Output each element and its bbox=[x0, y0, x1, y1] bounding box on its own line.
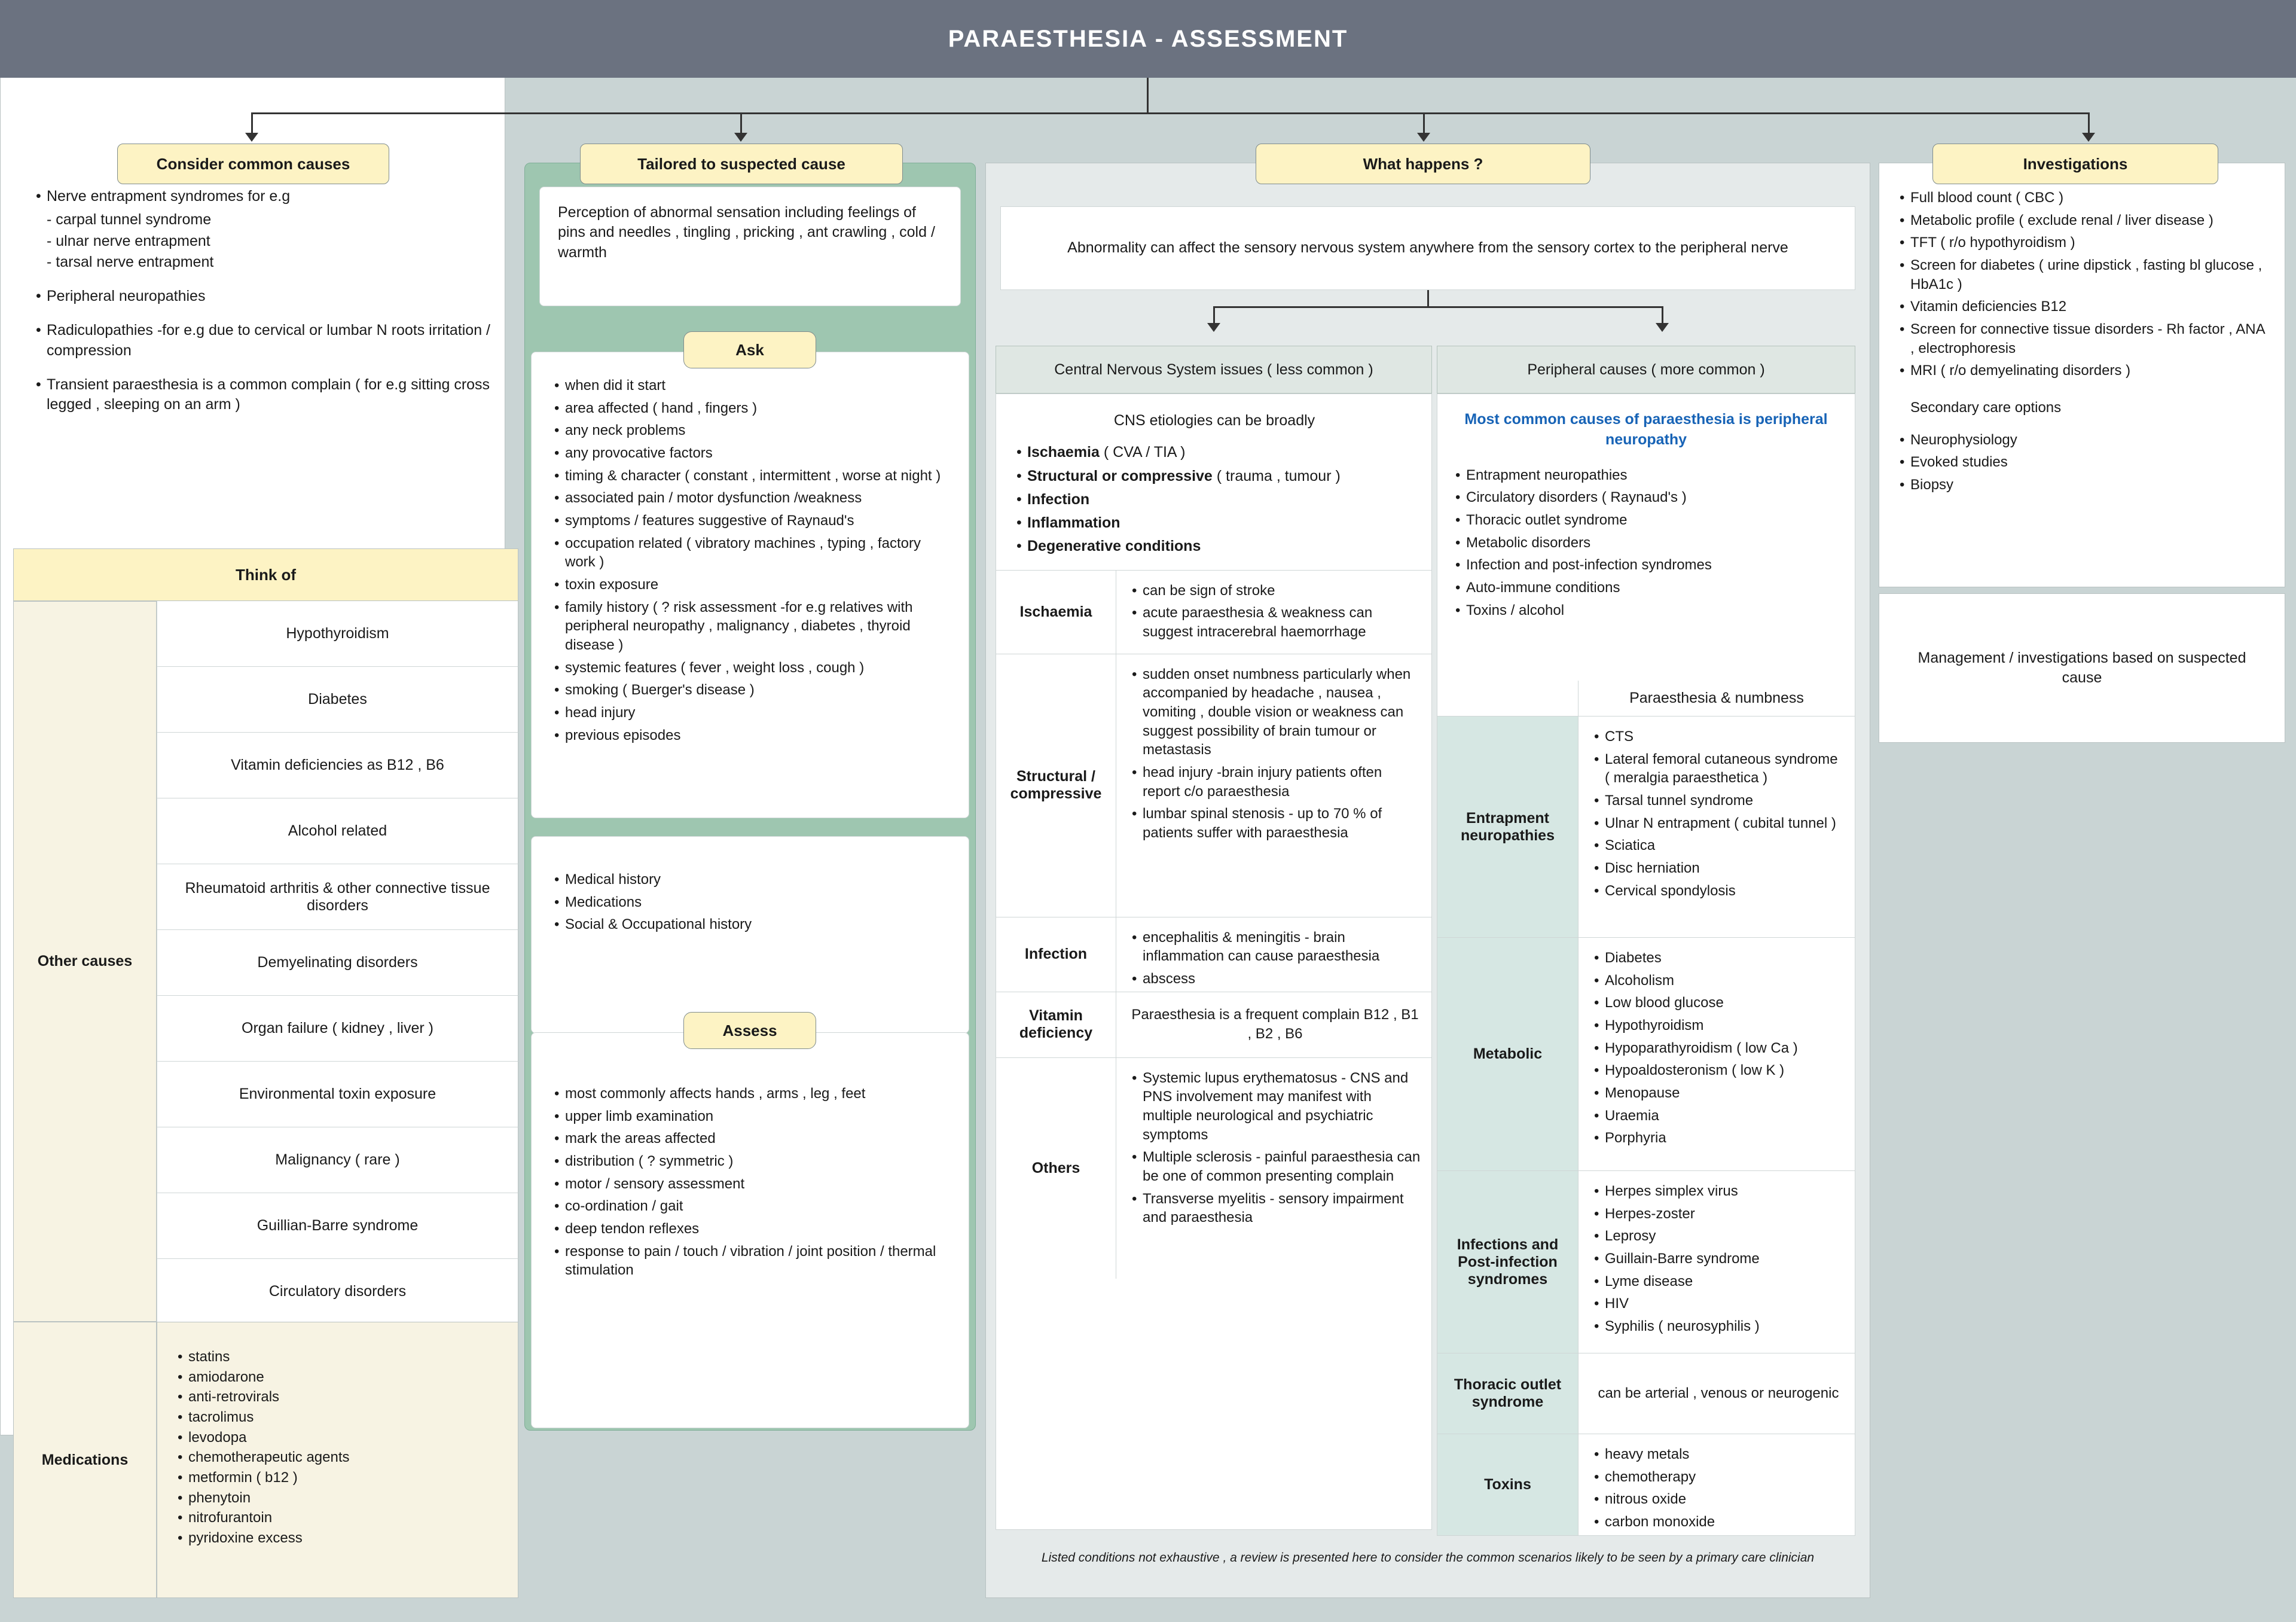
list-item: Alcohol related bbox=[157, 798, 518, 864]
list-item: • Syphilis ( neurosyphilis ) bbox=[1592, 1317, 1845, 1336]
row-value bbox=[1116, 1058, 1431, 1279]
history-box bbox=[531, 836, 969, 1033]
peripheral-highlight: Most common causes of paraesthesia is peripheral neuropathy bbox=[1464, 411, 1828, 448]
list-item: • area affected ( hand , fingers ) bbox=[552, 399, 953, 418]
perception-box bbox=[539, 187, 961, 306]
bold-term: Infection bbox=[1027, 490, 1090, 508]
list-item: • chemotherapeutic agents bbox=[175, 1448, 518, 1467]
secondary-care-list bbox=[1897, 431, 2269, 495]
list-item: Demyelinating disorders bbox=[157, 930, 518, 996]
list-item: • CTS bbox=[1592, 727, 1845, 746]
list-item bbox=[1014, 513, 1415, 533]
row-value bbox=[1578, 717, 1855, 937]
bold-term: Structural or compressive bbox=[1027, 467, 1213, 484]
peripheral-list bbox=[1453, 466, 1839, 620]
list-item: • Infection and post-infection syndromes bbox=[1453, 556, 1839, 575]
list-item: Rheumatoid arthritis & other connective tissue disorders bbox=[157, 864, 518, 930]
list-item: • Peripheral neuropathies bbox=[33, 286, 498, 306]
list-item: • nitrous oxide bbox=[1592, 1490, 1845, 1509]
management-box bbox=[1879, 593, 2285, 743]
medications-list bbox=[157, 1322, 518, 1598]
cns-broad-title: CNS etiologies can be broadly bbox=[1113, 412, 1315, 429]
list-item: • TFT ( r/o hypothyroidism ) bbox=[1897, 233, 2269, 252]
row-label: Ischaemia bbox=[996, 571, 1116, 654]
row-label: Thoracic outlet syndrome bbox=[1437, 1353, 1578, 1434]
list-item: • nitrofurantoin bbox=[175, 1508, 518, 1528]
row-label: Entrapment neuropathies bbox=[1437, 717, 1578, 937]
list-item: • Auto-immune conditions bbox=[1453, 578, 1839, 597]
list-item: • chemotherapy bbox=[1592, 1468, 1845, 1487]
list-item: - ulnar nerve entrapment bbox=[47, 232, 210, 249]
common-causes-header: Consider common causes bbox=[117, 144, 389, 184]
bold-term: Inflammation bbox=[1027, 514, 1120, 531]
list-item: • Metabolic disorders bbox=[1453, 533, 1839, 553]
connector-split-vertical bbox=[1427, 290, 1429, 308]
assess-box bbox=[531, 1032, 969, 1428]
list-item: • most commonly affects hands , arms , leg , feet bbox=[552, 1084, 953, 1103]
list-item: • amiodarone bbox=[175, 1368, 518, 1387]
footnote: Listed conditions not exhaustive , a review is presented here to consider the common scenarios likely to be seen by a primary care clinician bbox=[1041, 1551, 1815, 1565]
peripheral-table-title: Paraesthesia & numbness bbox=[1629, 689, 1804, 706]
row-label: Infection bbox=[996, 917, 1116, 992]
row-value bbox=[1578, 1171, 1855, 1353]
list-item: • associated pain / motor dysfunction /weakness bbox=[552, 489, 953, 508]
list-item: • Hypoaldosteronism ( low K ) bbox=[1592, 1061, 1845, 1080]
page-title: PARAESTHESIA - ASSESSMENT bbox=[948, 25, 1348, 52]
term-rest: ( CVA / TIA ) bbox=[1099, 444, 1186, 461]
list-item: • abscess bbox=[1129, 969, 1421, 989]
list-item: • Multiple sclerosis - painful paraesthesia can be one of common presenting complain bbox=[1129, 1148, 1421, 1185]
list-item: • systemic features ( fever , weight loss , cough ) bbox=[552, 658, 953, 678]
list-item bbox=[1014, 536, 1415, 556]
list-item: • Hypoparathyroidism ( low Ca ) bbox=[1592, 1039, 1845, 1058]
connector-arrow-4 bbox=[2082, 133, 2095, 142]
list-item: • metformin ( b12 ) bbox=[175, 1468, 518, 1487]
row-label: Infections and Post-infection syndromes bbox=[1437, 1171, 1578, 1353]
intro-text: Abnormality can affect the sensory nervous system anywhere from the sensory cortex to the peripheral nerve bbox=[1067, 239, 1788, 257]
list-item: • family history ( ? risk assessment -for e.g relatives with peripheral neuropathy , malignancy , diabetes , thyroid disease ) bbox=[552, 598, 953, 655]
what-happens-header: What happens ? bbox=[1256, 144, 1590, 184]
connector-arrow-1 bbox=[245, 133, 258, 142]
connector-arrow-2 bbox=[734, 133, 747, 142]
list-item: • Toxins / alcohol bbox=[1453, 601, 1839, 620]
list-item: • Medications bbox=[552, 893, 953, 912]
list-item: • phenytoin bbox=[175, 1489, 518, 1508]
investigations-list bbox=[1897, 188, 2269, 380]
list-item: • can be sign of stroke bbox=[1129, 581, 1421, 600]
list-item: • when did it start bbox=[552, 376, 953, 395]
row-label: Structural / compressive bbox=[996, 654, 1116, 917]
row-value bbox=[1116, 654, 1431, 917]
list-item: • Neurophysiology bbox=[1897, 431, 2269, 450]
connector-trunk-horizontal bbox=[251, 112, 2088, 114]
row-value bbox=[1116, 917, 1431, 992]
table-row bbox=[1437, 717, 1855, 938]
table-row bbox=[996, 1057, 1431, 1279]
list-item: • smoking ( Buerger's disease ) bbox=[552, 681, 953, 700]
list-item: • Screen for diabetes ( urine dipstick , fasting bl glucose , HbA1c ) bbox=[1897, 256, 2269, 294]
list-item: Guillian-Barre syndrome bbox=[157, 1193, 518, 1259]
term-rest: ( trauma , tumour ) bbox=[1212, 467, 1341, 484]
list-item: • Biopsy bbox=[1897, 475, 2269, 495]
cns-body bbox=[996, 394, 1432, 1530]
list-item: Organ failure ( kidney , liver ) bbox=[157, 996, 518, 1062]
list-item: Environmental toxin exposure bbox=[157, 1062, 518, 1127]
table-title-cell bbox=[1578, 681, 1855, 716]
list-item: • Evoked studies bbox=[1897, 453, 2269, 472]
list-item: • Uraemia bbox=[1592, 1106, 1845, 1126]
cns-header: Central Nervous System issues ( less common ) bbox=[996, 346, 1432, 394]
list-item: • Circulatory disorders ( Raynaud's ) bbox=[1453, 488, 1839, 507]
list-item: • timing & character ( constant , intermittent , worse at night ) bbox=[552, 467, 953, 486]
connector-arrow-peripheral bbox=[1656, 323, 1669, 332]
spacer-cell bbox=[1437, 681, 1578, 716]
list-item: • Herpes simplex virus bbox=[1592, 1182, 1845, 1201]
list-item: • Lateral femoral cutaneous syndrome ( meralgia paraesthetica ) bbox=[1592, 750, 1845, 788]
list-item: • Tarsal tunnel syndrome bbox=[1592, 791, 1845, 810]
table-row bbox=[996, 654, 1431, 917]
common-causes-list bbox=[33, 187, 498, 414]
row-value bbox=[1116, 992, 1431, 1057]
list-item: • anti-retrovirals bbox=[175, 1388, 518, 1407]
secondary-care-label: Secondary care options bbox=[1910, 400, 2062, 416]
list-item: • Social & Occupational history bbox=[552, 915, 953, 934]
ask-list bbox=[552, 376, 953, 745]
title-bar bbox=[0, 0, 2296, 78]
list-item: • Lyme disease bbox=[1592, 1272, 1845, 1291]
tailored-header: Tailored to suspected cause bbox=[580, 144, 903, 184]
list-item: Hypothyroidism bbox=[157, 601, 518, 667]
history-list bbox=[552, 870, 953, 934]
list-item: • Metabolic profile ( exclude renal / liver disease ) bbox=[1897, 211, 2269, 230]
list-item: • sudden onset numbness particularly when accompanied by headache , nausea , vomiting , double vision or weakness can suggest possibility of brain tumour or metastasis bbox=[1129, 665, 1421, 760]
bold-term: Degenerative conditions bbox=[1027, 538, 1201, 555]
common-causes-content bbox=[13, 163, 518, 548]
list-item: Vitamin deficiencies as B12 , B6 bbox=[157, 733, 518, 798]
investigations-header: Investigations bbox=[1932, 144, 2218, 184]
assess-list bbox=[552, 1084, 953, 1280]
list-item: • levodopa bbox=[175, 1428, 518, 1447]
row-value bbox=[1116, 571, 1431, 654]
assess-label: Assess bbox=[683, 1012, 816, 1049]
list-item: • tacrolimus bbox=[175, 1408, 518, 1427]
list-item: • distribution ( ? symmetric ) bbox=[552, 1152, 953, 1171]
list-item: • carbon monoxide bbox=[1592, 1513, 1845, 1532]
list-item: • Herpes-zoster bbox=[1592, 1205, 1845, 1224]
cns-broad-list bbox=[1014, 443, 1415, 556]
list-item: • symptoms / features suggestive of Raynaud's bbox=[552, 511, 953, 530]
list-item bbox=[1014, 443, 1415, 462]
list-item: - tarsal nerve entrapment bbox=[47, 253, 214, 270]
management-text: Management / investigations based on suspected cause bbox=[1918, 649, 2246, 686]
list-item: • Nerve entrapment syndromes for e.g bbox=[33, 187, 498, 206]
list-item: • Systemic lupus erythematosus - CNS and PNS involvement may manifest with multiple neurological and psychiatric symptoms bbox=[1129, 1069, 1421, 1145]
list-item: • Hypothyroidism bbox=[1592, 1016, 1845, 1035]
list-item: • mark the areas affected bbox=[552, 1129, 953, 1148]
list-item: • upper limb examination bbox=[552, 1107, 953, 1126]
list-item: • co-ordination / gait bbox=[552, 1197, 953, 1216]
table-row bbox=[996, 570, 1431, 654]
list-item bbox=[1014, 467, 1415, 486]
list-item: • Sciatica bbox=[1592, 836, 1845, 855]
medications-label: Medications bbox=[13, 1322, 157, 1598]
list-item: • Disc herniation bbox=[1592, 859, 1845, 878]
list-item: • Low blood glucose bbox=[1592, 993, 1845, 1013]
what-happens-intro bbox=[1000, 206, 1855, 290]
list-item: • motor / sensory assessment bbox=[552, 1175, 953, 1194]
list-item: • any neck problems bbox=[552, 421, 953, 440]
list-item: • Medical history bbox=[552, 870, 953, 889]
list-item: • Diabetes bbox=[1592, 949, 1845, 968]
table-row bbox=[996, 917, 1431, 992]
list-item: - carpal tunnel syndrome bbox=[47, 211, 212, 228]
list-item: • lumbar spinal stenosis - up to 70 % of patients suffer with paraesthesia bbox=[1129, 804, 1421, 842]
table-row bbox=[1437, 938, 1855, 1171]
connector-arrow-cns bbox=[1207, 323, 1220, 332]
list-item: • Guillain-Barre syndrome bbox=[1592, 1249, 1845, 1269]
row-label: Vitamin deficiency bbox=[996, 992, 1116, 1057]
other-causes-list bbox=[157, 601, 518, 1325]
connector-trunk-vertical bbox=[1147, 78, 1149, 114]
peripheral-header: Peripheral causes ( more common ) bbox=[1437, 346, 1855, 394]
list-item: • HIV bbox=[1592, 1294, 1845, 1313]
list-item: • occupation related ( vibratory machines , typing , factory work ) bbox=[552, 534, 953, 572]
list-item: Circulatory disorders bbox=[157, 1259, 518, 1325]
list-item: • head injury -brain injury patients often report c/o paraesthesia bbox=[1129, 763, 1421, 801]
row-label: Others bbox=[996, 1058, 1116, 1279]
list-item: • acute paraesthesia & weakness can suggest intracerebral haemorrhage bbox=[1129, 603, 1421, 641]
cns-broad bbox=[996, 394, 1431, 557]
ask-box bbox=[531, 352, 969, 818]
investigations-panel bbox=[1879, 163, 2285, 587]
peripheral-summary bbox=[1437, 394, 1855, 681]
ask-label: Ask bbox=[683, 331, 816, 368]
list-item: • pyridoxine excess bbox=[175, 1529, 518, 1548]
row-value bbox=[1578, 1434, 1855, 1535]
peripheral-body bbox=[1437, 394, 1855, 1536]
think-of-header: Think of bbox=[13, 548, 518, 601]
row-text: can be arterial , venous or neurogenic bbox=[1598, 1385, 1839, 1402]
bold-term: Ischaemia bbox=[1027, 444, 1100, 461]
list-item: • Leprosy bbox=[1592, 1227, 1845, 1246]
table-row bbox=[1437, 1434, 1855, 1536]
connector-arrow-3 bbox=[1417, 133, 1430, 142]
list-item bbox=[1014, 490, 1415, 510]
list-item: • previous episodes bbox=[552, 726, 953, 745]
list-item: Diabetes bbox=[157, 667, 518, 733]
list-item: • encephalitis & meningitis - brain inflammation can cause paraesthesia bbox=[1129, 928, 1421, 966]
list-item: • Ulnar N entrapment ( cubital tunnel ) bbox=[1592, 814, 1845, 833]
other-causes-label: Other causes bbox=[13, 601, 157, 1322]
list-item: • heavy metals bbox=[1592, 1445, 1845, 1464]
list-item: • Full blood count ( CBC ) bbox=[1897, 188, 2269, 208]
row-value bbox=[1578, 938, 1855, 1170]
table-row bbox=[996, 992, 1431, 1057]
list-item: • Menopause bbox=[1592, 1084, 1845, 1103]
list-item: • any provocative factors bbox=[552, 444, 953, 463]
connector-split-horizontal bbox=[1213, 306, 1662, 308]
list-item: • Thoracic outlet syndrome bbox=[1453, 511, 1839, 530]
list-item: • Screen for connective tissue disorders - Rh factor , ANA , electrophoresis bbox=[1897, 320, 2269, 358]
row-value bbox=[1578, 1353, 1855, 1434]
list-item: • Cervical spondylosis bbox=[1592, 882, 1845, 901]
list-item: • deep tendon reflexes bbox=[552, 1219, 953, 1239]
table-row bbox=[1437, 1353, 1855, 1434]
row-label: Toxins bbox=[1437, 1434, 1578, 1535]
list-item: • Entrapment neuropathies bbox=[1453, 466, 1839, 485]
list-item: • Porphyria bbox=[1592, 1129, 1845, 1148]
list-item: • Transient paraesthesia is a common complain ( for e.g sitting cross legged , sleeping on an arm ) bbox=[33, 375, 498, 415]
perception-text: Perception of abnormal sensation including feelings of pins and needles , tingling , pricking , ant crawling , cold / warmth bbox=[558, 204, 935, 261]
list-item: • statins bbox=[175, 1347, 518, 1367]
list-item: • head injury bbox=[552, 703, 953, 722]
list-item: • Radiculopathies -for e.g due to cervical or lumbar N roots irritation / compression bbox=[33, 321, 498, 361]
table-row bbox=[1437, 1171, 1855, 1353]
list-item: • MRI ( r/o demyelinating disorders ) bbox=[1897, 361, 2269, 380]
list-item: • Alcoholism bbox=[1592, 971, 1845, 990]
list-item: • response to pain / touch / vibration / joint position / thermal stimulation bbox=[552, 1242, 953, 1280]
row-label: Metabolic bbox=[1437, 938, 1578, 1170]
list-item: • toxin exposure bbox=[552, 575, 953, 594]
peripheral-table-title-row bbox=[1437, 681, 1855, 717]
list-item: • Transverse myelitis - sensory impairment and paraesthesia bbox=[1129, 1190, 1421, 1227]
list-item: • Vitamin deficiencies B12 bbox=[1897, 297, 2269, 316]
row-text: Paraesthesia is a frequent complain B12 , B1 , B2 , B6 bbox=[1131, 1007, 1419, 1042]
list-item: Malignancy ( rare ) bbox=[157, 1127, 518, 1193]
